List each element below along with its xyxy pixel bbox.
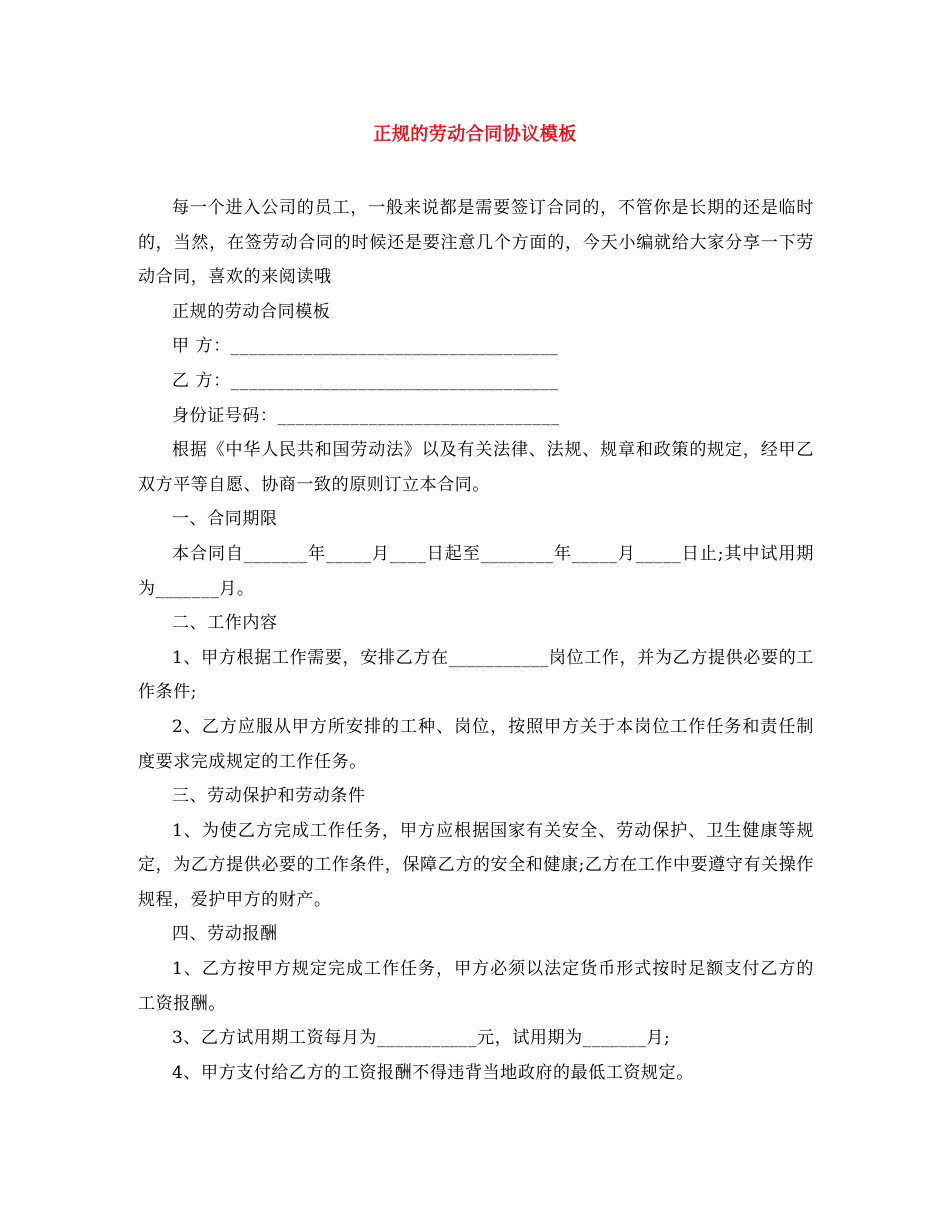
work-content-clause-1: 1、甲方根据工作需要，安排乙方在___________岗位工作，并为乙方提供必要的工作条件; bbox=[138, 647, 814, 703]
intro-paragraph: 每一个进入公司的员工，一般来说都是需要签订合同的，不管你是长期的还是临时的，当然，在签劳动合同的时候还是要注意几个方面的，今天小编就给大家分享一下劳动合同，喜欢的来阅读哦 bbox=[138, 198, 814, 288]
id-number-line: 身份证号码：_______________________________ bbox=[172, 405, 560, 426]
labor-protection-clause-1: 1、为使乙方完成工作任务，甲方应根据国家有关安全、劳动保护、卫生健康等规定，为乙方提供必要的工作条件，保障乙方的安全和健康;乙方在工作中要遵守有关操作规程，爱护甲方的财产。 bbox=[138, 820, 814, 910]
document-body bbox=[138, 191, 814, 1090]
remuneration-clause-4: 4、甲方支付给乙方的工资报酬不得违背当地政府的最低工资规定。 bbox=[172, 1062, 694, 1083]
section-heading-work-content: 二、工作内容 bbox=[172, 613, 278, 634]
section-heading-contract-term: 一、合同期限 bbox=[172, 509, 278, 530]
section-heading-remuneration: 四、劳动报酬 bbox=[172, 924, 278, 945]
legal-basis-paragraph: 根据《中华人民共和国劳动法》以及有关法律、法规、规章和政策的规定，经甲乙双方平等自愿、协商一致的原则订立本合同。 bbox=[138, 440, 814, 495]
contract-term-paragraph: 本合同自_______年_____月____日起至________年_____月_____日止;其中试用期为_______月。 bbox=[138, 543, 814, 599]
section-heading-labor-protection: 三、劳动保护和劳动条件 bbox=[172, 786, 366, 807]
document-title: 正规的劳动合同协议模板 bbox=[373, 124, 577, 145]
remuneration-clause-1: 1、乙方按甲方规定完成工作任务，甲方必须以法定货币形式按时足额支付乙方的工资报酬。 bbox=[138, 959, 814, 1014]
template-heading: 正规的劳动合同模板 bbox=[172, 301, 331, 322]
party-b-line: 乙 方：____________________________________ bbox=[172, 370, 559, 391]
remuneration-clause-3: 3、乙方试用期工资每月为___________元，试用期为_______月; bbox=[172, 1028, 671, 1049]
work-content-clause-2: 2、乙方应服从甲方所安排的工种、岗位，按照甲方关于本岗位工作任务和责任制度要求完成规定的工作任务。 bbox=[138, 716, 814, 772]
party-a-line: 甲 方：____________________________________ bbox=[172, 336, 559, 357]
